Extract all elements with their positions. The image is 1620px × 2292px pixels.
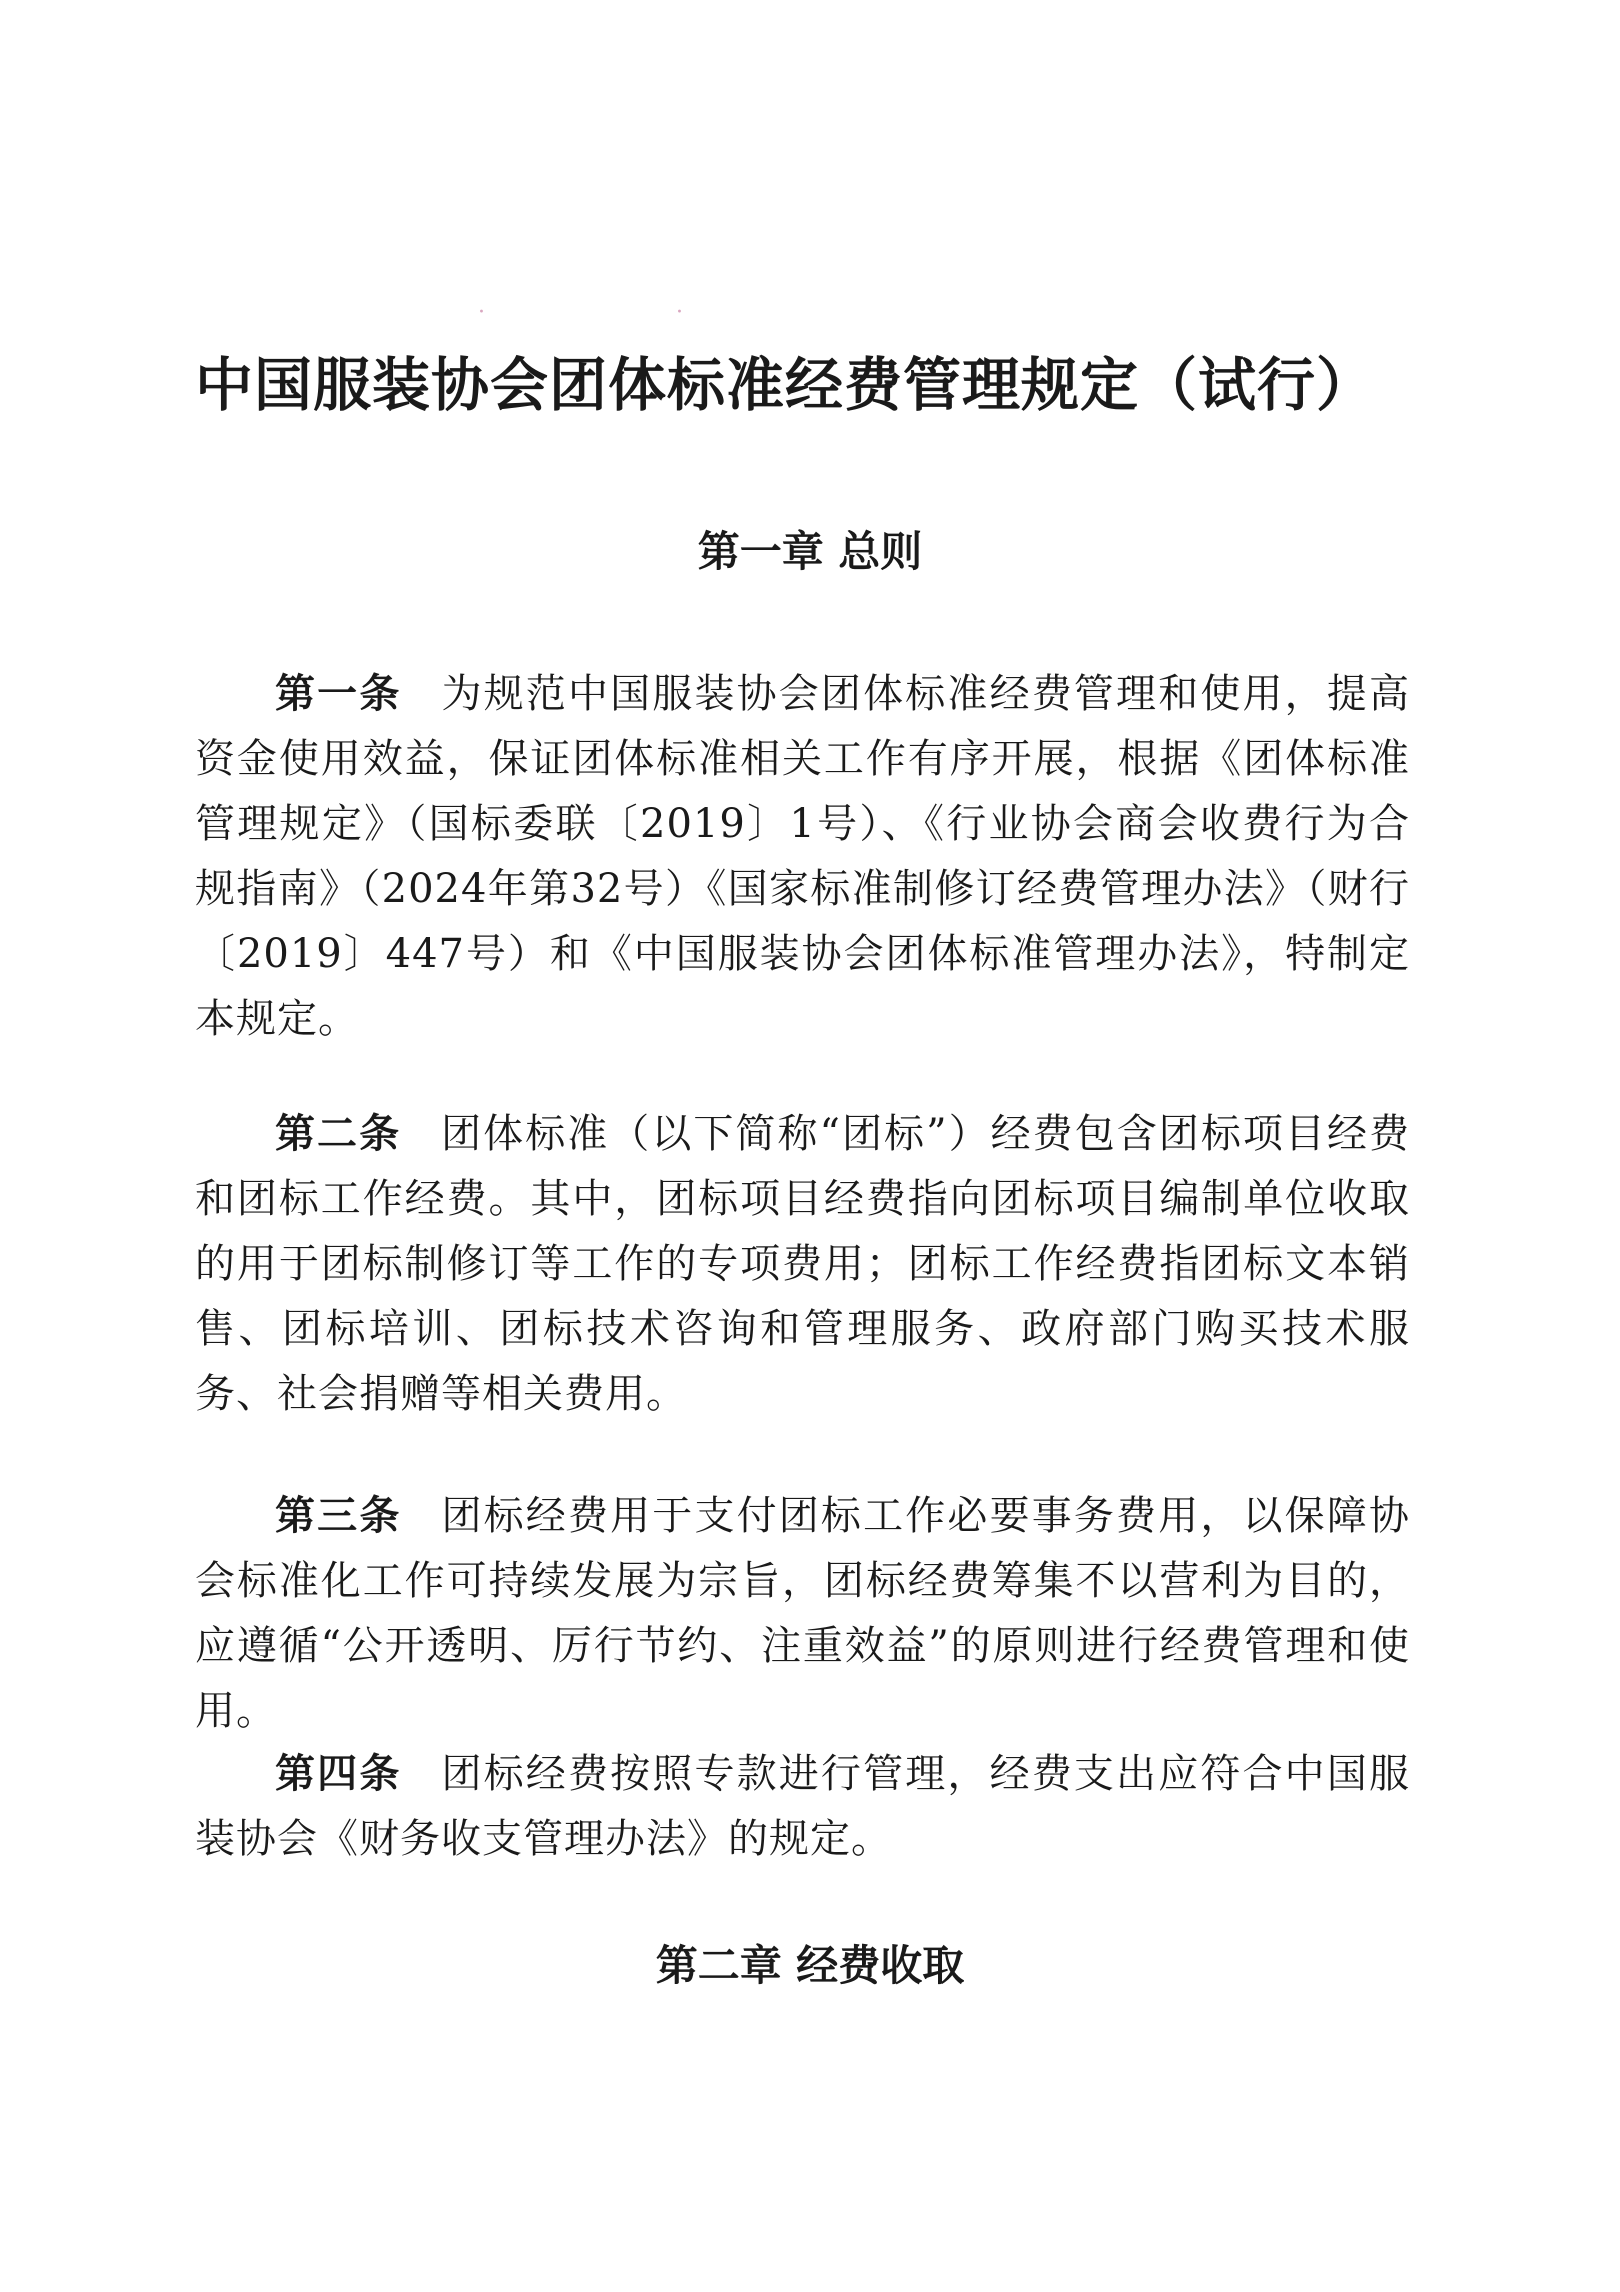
scan-mark: · xyxy=(676,300,683,325)
article-3 xyxy=(195,1484,1410,1744)
article-4 xyxy=(195,1742,1410,1872)
document-title: 中国服装协会团体标准经费管理规定（试行） xyxy=(195,351,1376,419)
chapter-heading-2: 第二章 经费收取 xyxy=(655,1941,965,1990)
scan-mark: · xyxy=(478,300,485,325)
article-text: 团体标准（以下简称“团标”）经费包含团标项目经费和团标工作经费。其中，团标项目经费指向团标项目编制单位收取的用于团标制修订等工作的专项费用；团标工作经费指团标文本销售、团标培训、团标技术咨询和管理服务、政府部门购买技术服务、社会捐赠等相关费用。 xyxy=(195,1111,1411,1417)
article-label: 第二条 xyxy=(275,1111,402,1157)
chapter-heading-1: 第一章 总则 xyxy=(697,527,923,576)
article-label: 第三条 xyxy=(275,1493,402,1539)
article-text: 团标经费按照专款进行管理，经费支出应符合中国服装协会《财务收支管理办法》的规定。 xyxy=(195,1751,1411,1862)
article-1 xyxy=(195,662,1410,1052)
article-text: 为规范中国服装协会团体标准经费管理和使用，提高资金使用效益，保证团体标准相关工作有序开展，根据《团体标准管理规定》（国标委联〔2019〕1号）、《行业协会商会收费行为合规指南》（2024年第32号）《国家标准制修订经费管理办法》（财行〔2019〕447号）和《中国服装协会团体标准管理办法》，特制定本规定。 xyxy=(195,671,1411,1042)
article-2 xyxy=(195,1102,1410,1427)
article-label: 第一条 xyxy=(275,671,402,717)
article-label: 第四条 xyxy=(275,1751,402,1797)
article-text: 团标经费用于支付团标工作必要事务费用，以保障协会标准化工作可持续发展为宗旨，团标经费筹集不以营利为目的，应遵循“公开透明、厉行节约、注重效益”的原则进行经费管理和使用。 xyxy=(195,1493,1411,1734)
